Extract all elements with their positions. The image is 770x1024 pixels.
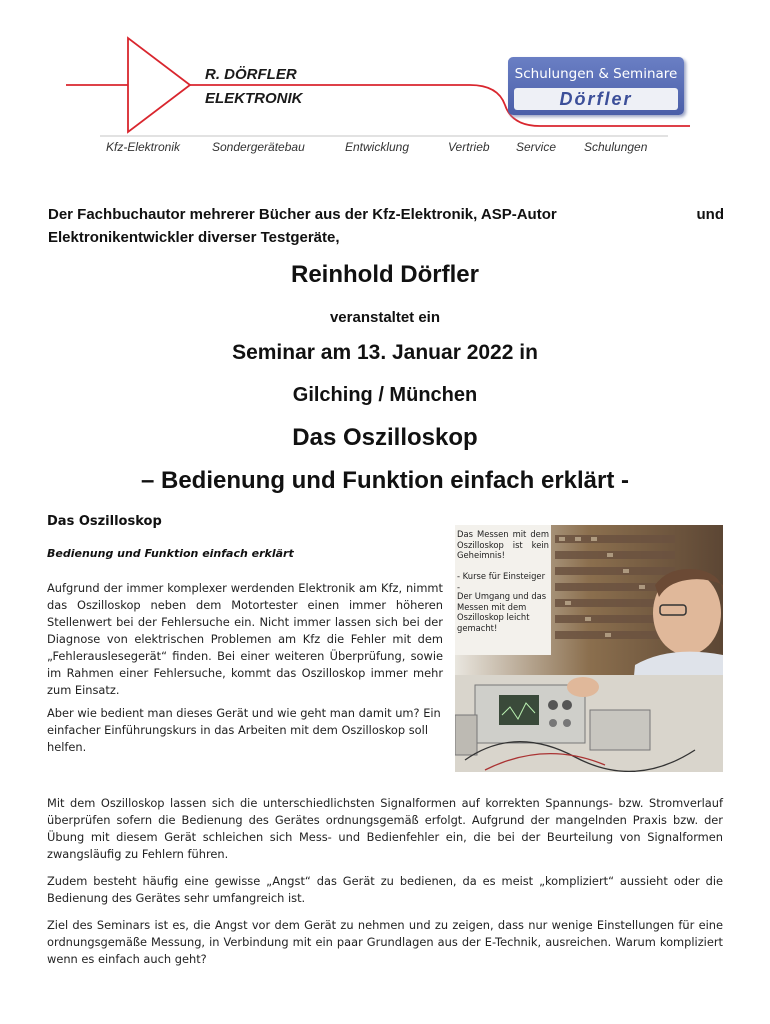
intro-line1: Der Fachbuchautor mehrerer Bücher aus der Kfz-Elektronik, ASP-Autor	[48, 206, 557, 223]
section-subheading: Bedienung und Funktion einfach erklärt	[47, 547, 294, 560]
nav-kfz-elektronik: Kfz-Elektronik	[106, 140, 181, 154]
intro-text	[48, 203, 724, 249]
paragraph-1: Aufgrund der immer komplexer werdenden Elektronik am Kfz, nimmt das Oszilloskop neben dem Motortester einen immer höheren Stellenwert bei der Fehlersuche ein. Nicht immer lassen sich bei der Diagnose von elektrischen Problemen am Kfz die Fehler mit dem „Fehlerauslesegerät“ finden. Bei einer weiteren Überprüfung, sowie im Rahmen einer Fehlersuche, kommt das Oszilloskop immer mehr zum Einsatz.	[47, 581, 443, 697]
nav-sondergeraetebau: Sondergerätebau	[212, 140, 305, 154]
nav-entwicklung: Entwicklung	[345, 140, 410, 154]
triangle-logo-mark	[128, 38, 190, 132]
photo-caption-2: - Kurse für Einsteiger -	[457, 571, 546, 592]
seminar-subtitle: – Bedienung und Funktion einfach erklärt -	[140, 467, 630, 494]
brand-name-line2: ELEKTRONIK	[205, 90, 303, 107]
intro-line1-end: und	[696, 206, 724, 223]
seminar-date: Seminar am 13. Januar 2022 in	[232, 341, 538, 364]
paragraph-4: Zudem besteht häufig eine gewisse „Angst“ das Gerät zu bedienen, da es meist „kompliziert“ aussieht oder die Bedienung des Gerätes sehr umfangreich ist.	[47, 874, 723, 905]
seminar-badge	[508, 57, 684, 115]
nav-schulungen: Schulungen	[584, 140, 648, 154]
nav-vertrieb: Vertrieb	[448, 140, 490, 154]
paragraph-3: Mit dem Oszilloskop lassen sich die unterschiedlichsten Signalformen auf korrekten Spannungs- bzw. Stromverlauf überprüfen sofern die Bedienung des Gerätes ordnungsgemäß erfolgt. Aufgrund der mangelnden Praxis bzw. der Übung mit diesem Gerät schleichen sich Mess- und Bedienfehler ein, die bei der Beurteilung von Signalformen zwangsläufig zu Fehlern führen.	[47, 796, 723, 861]
photo-caption-3: Der Umgang und das Messen mit dem Oszilloskop leicht gemacht!	[457, 591, 547, 633]
seminar-badge-title: Schulungen & Seminare	[514, 66, 678, 82]
paragraph-2: Aber wie bedient man dieses Gerät und wie geht man damit um? Ein einfacher Einführungskurs in das Arbeiten mit dem Oszilloskop soll helfen.	[47, 706, 441, 754]
subline: veranstaltet ein	[329, 309, 441, 326]
intro-line2: Elektronikentwickler diverser Testgeräte,	[48, 229, 340, 246]
author-name: Reinhold Dörfler	[290, 261, 479, 288]
brand-name-line1: R. DÖRFLER	[205, 66, 297, 83]
photo-caption-1: Das Messen mit dem Oszilloskop ist kein Geheimnis!	[457, 529, 549, 560]
paragraph-5: Ziel des Seminars ist es, die Angst vor dem Gerät zu nehmen und zu zeigen, dass nur wenige Einstellungen für eine ordnungsgemäße Messung, in Verbindung mit ein paar Grundlagen aus der E-Technik, ausreichen. Warum kompliziert wenn es einfach auch geht?	[47, 918, 723, 966]
seminar-photo	[455, 525, 723, 772]
seminar-title: Das Oszilloskop	[292, 424, 478, 451]
section-heading: Das Oszilloskop	[47, 514, 162, 529]
photo-illustration	[455, 525, 723, 772]
seminar-badge-name: Dörfler	[514, 88, 678, 110]
nav-service: Service	[516, 140, 557, 154]
seminar-location: Gilching / München	[292, 384, 478, 406]
